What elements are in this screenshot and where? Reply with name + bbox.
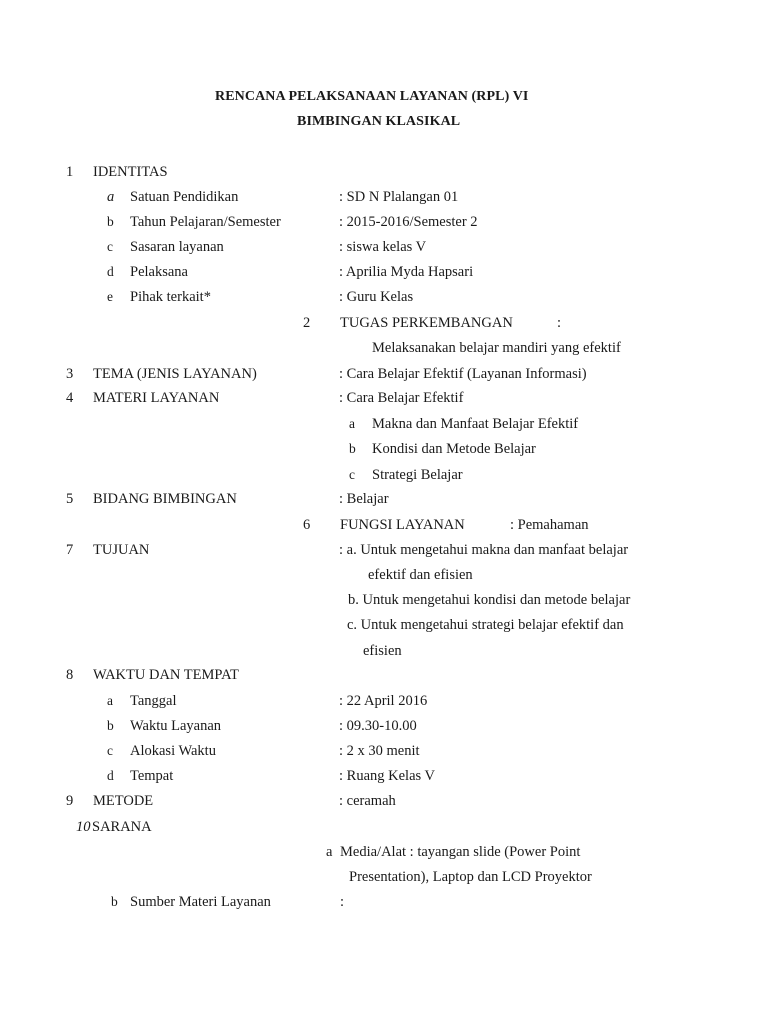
section-8-number: 8 xyxy=(66,667,74,683)
identity-d-label: Pelaksana xyxy=(130,264,188,280)
tujuan-line-3: b. Untuk mengetahui kondisi dan metode belajar xyxy=(348,592,631,608)
identity-b-letter: b xyxy=(107,214,114,229)
identity-c-label: Sasaran layanan xyxy=(130,239,224,255)
tujuan-line-1: : a. Untuk mengetahui makna dan manfaat belajar xyxy=(339,542,629,558)
section-10-label: SARANA xyxy=(92,819,152,835)
materi-c-letter: c xyxy=(349,467,355,482)
section-2-value: Melaksanakan belajar mandiri yang efektif xyxy=(372,340,621,356)
sarana-b-colon: : xyxy=(340,894,345,910)
waktu-d-label: Tempat xyxy=(130,768,174,784)
identity-b-label: Tahun Pelajaran/Semester xyxy=(130,214,281,230)
section-6-label: FUNGSI LAYANAN xyxy=(340,517,465,533)
section-9-number: 9 xyxy=(66,793,74,809)
sarana-b-letter: b xyxy=(111,894,118,909)
waktu-b-value: : 09.30-10.00 xyxy=(339,718,417,734)
identity-e-value: : Guru Kelas xyxy=(339,289,414,305)
identity-b-value: : 2015-2016/Semester 2 xyxy=(339,214,478,230)
waktu-c-value: : 2 x 30 menit xyxy=(339,743,420,759)
waktu-a-value: : 22 April 2016 xyxy=(339,693,428,709)
section-3-label: TEMA (JENIS LAYANAN) xyxy=(93,366,257,382)
section-4-label: MATERI LAYANAN xyxy=(93,390,220,406)
identity-a-value: : SD N Plalangan 01 xyxy=(339,189,459,205)
sarana-a-line-1: Media/Alat : tayangan slide (Power Point xyxy=(340,844,581,860)
identity-e-label: Pihak terkait* xyxy=(130,289,211,305)
waktu-b-letter: b xyxy=(107,718,114,733)
section-3-value: : Cara Belajar Efektif (Layanan Informasi) xyxy=(339,366,587,382)
identity-a-letter: a xyxy=(107,189,115,205)
identity-d-letter: d xyxy=(107,264,114,279)
section-4-number: 4 xyxy=(66,390,74,406)
section-5-label: BIDANG BIMBINGAN xyxy=(93,491,237,507)
waktu-b-label: Waktu Layanan xyxy=(130,718,222,734)
section-2-number: 2 xyxy=(303,315,311,331)
materi-a-text: Makna dan Manfaat Belajar Efektif xyxy=(372,416,579,432)
section-9-value: : ceramah xyxy=(339,793,396,809)
section-6-number: 6 xyxy=(303,517,311,533)
materi-a-letter: a xyxy=(349,416,355,431)
tujuan-line-4: c. Untuk mengetahui strategi belajar efektif dan xyxy=(347,617,624,633)
materi-b-letter: b xyxy=(349,441,356,456)
tujuan-line-5: efisien xyxy=(363,643,402,659)
section-7-number: 7 xyxy=(66,542,74,558)
document-title-line-1: RENCANA PELAKSANAAN LAYANAN (RPL) VI xyxy=(215,89,529,104)
identity-a-label: Satuan Pendidikan xyxy=(130,189,239,205)
waktu-c-label: Alokasi Waktu xyxy=(130,743,216,759)
document-title-line-2: BIMBINGAN KLASIKAL xyxy=(297,114,461,129)
section-2-colon: : xyxy=(557,315,562,331)
materi-c-text: Strategi Belajar xyxy=(372,467,463,483)
sarana-b-label: Sumber Materi Layanan xyxy=(130,894,271,910)
tujuan-line-2: efektif dan efisien xyxy=(368,567,473,583)
waktu-d-letter: d xyxy=(107,768,114,783)
section-3-number: 3 xyxy=(66,366,74,382)
waktu-a-label: Tanggal xyxy=(130,693,177,709)
section-1-label: IDENTITAS xyxy=(93,164,168,180)
sarana-a-letter: a xyxy=(326,844,333,860)
section-1-number: 1 xyxy=(66,164,74,180)
identity-c-letter: c xyxy=(107,239,113,254)
identity-d-value: : Aprilia Myda Hapsari xyxy=(339,264,474,280)
materi-b-text: Kondisi dan Metode Belajar xyxy=(372,441,536,457)
sarana-a-line-2: Presentation), Laptop dan LCD Proyektor xyxy=(349,869,592,885)
identity-c-value: : siswa kelas V xyxy=(339,239,427,255)
section-8-label: WAKTU DAN TEMPAT xyxy=(93,667,239,683)
section-6-value: : Pemahaman xyxy=(510,517,589,533)
section-9-label: METODE xyxy=(93,793,154,809)
section-5-number: 5 xyxy=(66,491,74,507)
waktu-d-value: : Ruang Kelas V xyxy=(339,768,435,784)
section-5-value: : Belajar xyxy=(339,491,389,507)
section-10-number: 10 xyxy=(76,819,91,835)
section-2-label: TUGAS PERKEMBANGAN xyxy=(340,315,513,331)
section-4-value: : Cara Belajar Efektif xyxy=(339,390,464,406)
waktu-c-letter: c xyxy=(107,743,113,758)
identity-e-letter: e xyxy=(107,289,113,304)
waktu-a-letter: a xyxy=(107,693,113,708)
section-7-label: TUJUAN xyxy=(93,542,150,558)
